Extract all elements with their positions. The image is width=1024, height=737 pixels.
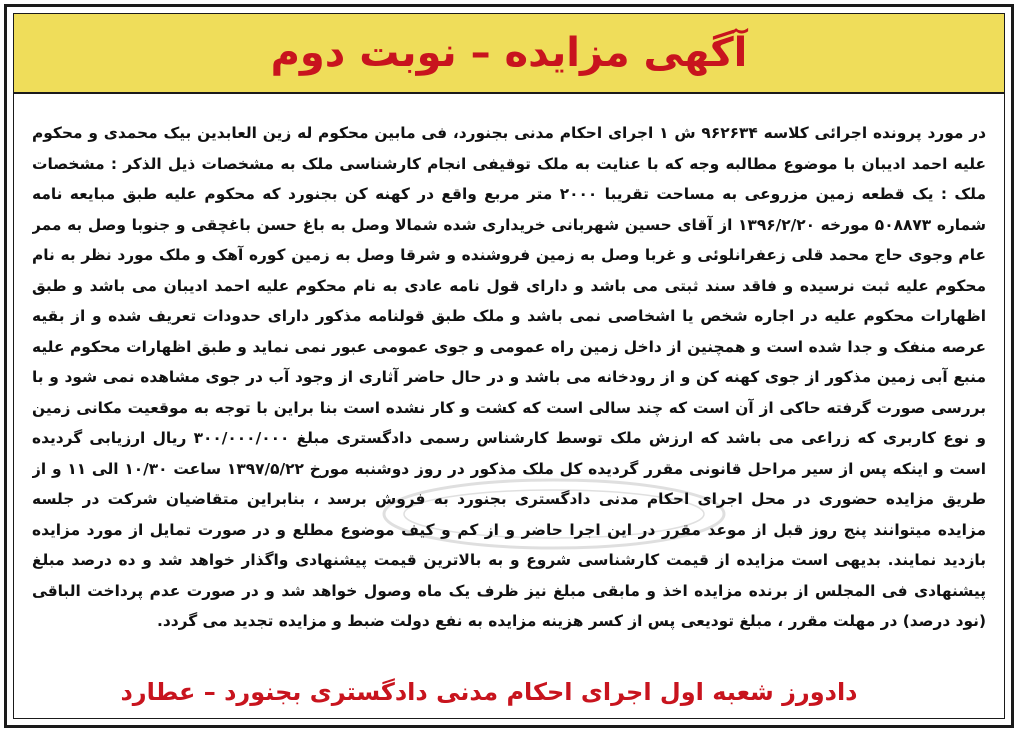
signature-line: دادورز شعبه اول اجرای احکام مدنی دادگستری بجنورد – عطارد bbox=[120, 678, 858, 706]
notice-inner-border bbox=[13, 13, 1005, 719]
title-banner bbox=[14, 14, 1004, 94]
notice-body: در مورد پرونده اجرائی کلاسه ۹۶۲۶۳۴ ش ۱ اجرای احکام مدنی بجنورد، فی مابین محکوم له زین العابدین بیک محمدی و محکوم علیه احمد ادیبان با موضوع مطالبه وجه که با عنایت به ملک توقیفی انجام کارشناسی ملک به مشخصات ذیل الذکر : مشخصات ملک : یک قطعه زمین مزروعی به مساحت تقریبا ۲۰۰۰ متر مربع واقع در کهنه کن بجنورد که محکوم علیه طبق مبایعه نامه شماره ۵۰۸۸۷۳ مورخه ۱۳۹۶/۲/۲۰ از آقای حسین شهربانی خریداری شده شمالا وصل به باغ حسن باغچقی و جنوبا وصل به ممر عام وجوی حاج محمد قلی زعفرانلوئی و غربا وصل به زمین فروشنده و شرقا وصل به زمین کوره آهک و ملک مورد نظر به نام محکوم علیه ثبت نرسیده و فاقد سند ثبتی می باشد و دارای قول نامه عادی به نام محکوم علیه احمد ادیبان می باشد و طبق اظهارات محکوم علیه در اجاره شخص یا اشخاصی نمی باشد و ملک طبق قولنامه مذکور دارای حدودات تعریف شده و از بقیه عرصه منفک و جدا شده است و همچنین از داخل زمین راه عمومی و جوی عمومی عبور نمی نماید و طبق اظهارات محکوم علیه منبع آبی زمین مذکور از جوی کهنه کن و از رودخانه می باشد و در حال حاضر آثاری از وجود آب در جوی مشاهده نمی شود و با بررسی صورت گرفته حاکی از آن است که چند سالی است که کشت و کار نشده است بنا براین با توجه به موقعیت مکانی زمین و نوع کاربری که زراعی می باشد که ارزش ملک توسط کارشناس رسمی دادگستری مبلغ ۳۰۰/۰۰۰/۰۰۰ ریال ارزیابی گردیده است و اینکه پس از سیر مراحل قانونی مقرر گردیده کل ملک مذکور در روز دوشنبه مورخ ۱۳۹۷/۵/۲۲ ساعت ۱۰/۳۰ الی ۱۱ و از طریق مزایده حضوری در محل اجرای احکام مدنی دادگستری بجنورد به فروش برسد ، بنابراین متقاضیان شرکت در جلسه مزایده میتوانند پنج روز قبل از موعد مقرر در این اجرا حاضر و از کم و کیف موضوع مطلع و در صورت تمایل از مورد مزایده بازدید نمایند. بدیهی است مزایده از قیمت کارشناسی شروع و به بالاترین قیمت پیشنهادی واگذار خواهد شد و ده درصد مبلغ پیشنهادی فی المجلس از برنده مزایده اخذ و مابقی مبلغ نیز ظرف یک ماه وصول خواهد شد و در صورت عدم پرداخت الباقی (نود درصد) در مهلت مقرر ، مبلغ تودیعی پس از کسر هزینه مزایده به نفع دولت ضبط و مزایده تجدید می گردد. bbox=[32, 124, 986, 630]
notice-title: آگهی مزایده – نوبت دوم bbox=[270, 30, 748, 76]
notice-frame bbox=[4, 4, 1014, 728]
